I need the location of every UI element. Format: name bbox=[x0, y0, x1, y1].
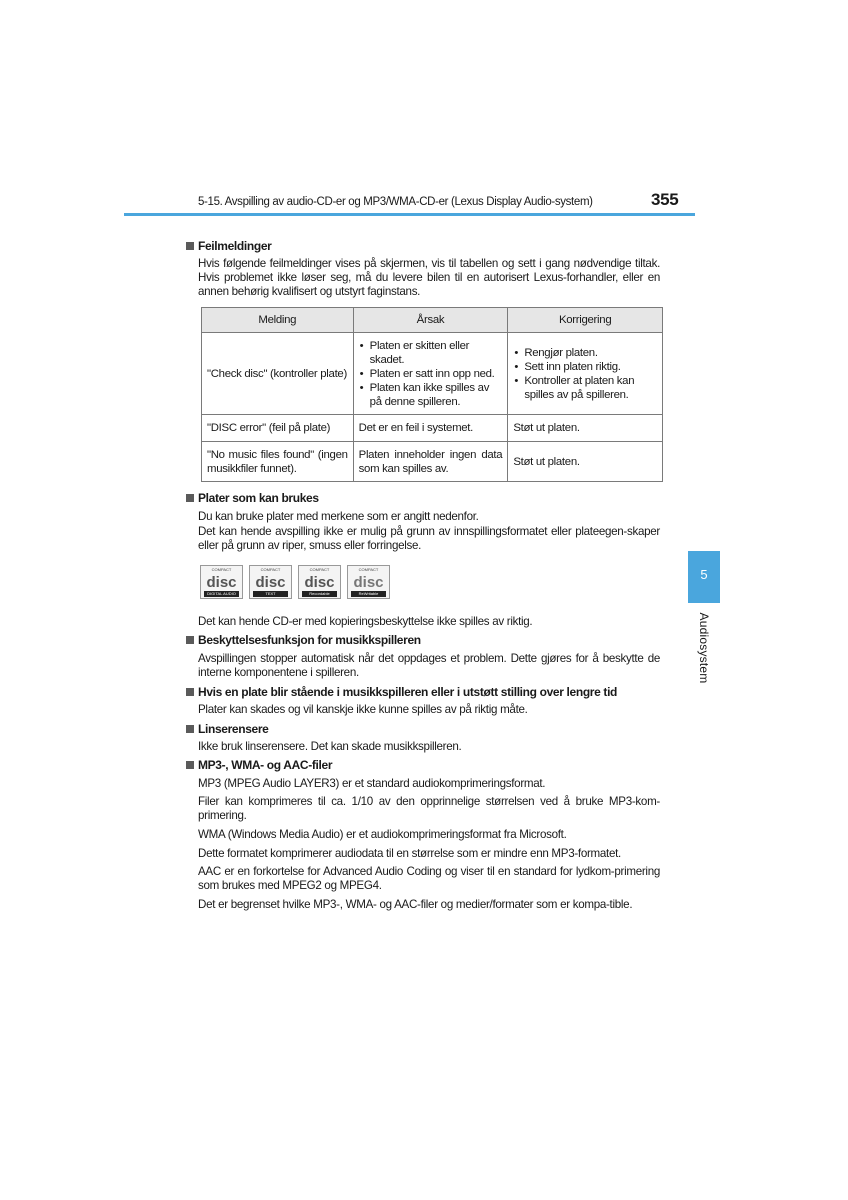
table-cell-fix: Støt ut platen. bbox=[508, 442, 663, 482]
svg-text:COMPACT: COMPACT bbox=[260, 567, 281, 572]
column-header: Årsak bbox=[353, 308, 508, 333]
table-cell-message: "DISC error" (feil på plate) bbox=[202, 415, 354, 442]
svg-text:disc: disc bbox=[353, 574, 384, 591]
column-header: Korrigering bbox=[508, 308, 663, 333]
list-item: • Platen er satt inn opp ned. bbox=[359, 367, 503, 381]
section-heading-lens-cleaner: Linserensere bbox=[186, 722, 269, 737]
logo-caption: ReWritable bbox=[351, 591, 386, 597]
square-bullet-icon bbox=[186, 761, 194, 769]
table-cell-cause bbox=[353, 333, 508, 415]
protection-text: Avspillingen stopper automatisk når det oppdages et problem. Dette gjøres for å beskytte de interne komponentene i spilleren. bbox=[198, 652, 660, 679]
section-heading-protection: Beskyttelsesfunksjon for musikkspilleren bbox=[186, 633, 421, 648]
compact-disc-text-logo bbox=[249, 565, 292, 599]
svg-text:COMPACT: COMPACT bbox=[211, 567, 232, 572]
table-cell-cause: Platen inneholder ingen data som kan spilles av. bbox=[353, 442, 508, 482]
list-item: • Sett inn platen riktig. bbox=[513, 360, 657, 374]
table-cell-message: "No music files found" (ingen musikkfiler funnet). bbox=[202, 442, 354, 482]
table-row bbox=[202, 415, 663, 442]
copy-protection-note: Det kan hende CD-er med kopieringsbeskyttelse ikke spilles av riktig. bbox=[198, 615, 533, 628]
section-title: 5-15. Avspilling av audio-CD-er og MP3/WMA-CD-er (Lexus Display Audio-system) bbox=[198, 196, 593, 208]
formats-paragraph: Det er begrenset hvilke MP3-, WMA- og AAC-filer og medier/formater som er kompa-tible. bbox=[198, 898, 633, 911]
formats-paragraph: MP3 (MPEG Audio LAYER3) er et standard audiokomprimeringsformat. bbox=[198, 777, 546, 790]
square-bullet-icon bbox=[186, 242, 194, 250]
svg-text:COMPACT: COMPACT bbox=[309, 567, 330, 572]
compact-disc-rewritable-logo bbox=[347, 565, 390, 599]
chapter-label: Audiosystem bbox=[697, 612, 711, 684]
svg-text:disc: disc bbox=[206, 574, 237, 591]
table-cell-fix bbox=[508, 333, 663, 415]
list-item: • Platen er skitten eller skadet. bbox=[359, 339, 503, 367]
formats-paragraph: WMA (Windows Media Audio) er et audiokomprimeringsformat fra Microsoft. bbox=[198, 828, 567, 841]
logo-caption: Recordable bbox=[302, 591, 337, 597]
logo-caption: TEXT bbox=[253, 591, 288, 597]
chapter-tab: 5 bbox=[688, 551, 720, 603]
bullet-list bbox=[359, 339, 503, 409]
disc-logo-row bbox=[200, 565, 390, 599]
svg-text:disc: disc bbox=[304, 574, 335, 591]
discs-line2: Det kan hende avspilling ikke er mulig på grunn av innspillingsformatet eller plateegen-skaper eller på grunn av riper, smuss eller forringelse. bbox=[198, 525, 660, 552]
table-header-row bbox=[202, 308, 663, 333]
page-number: 355 bbox=[651, 190, 679, 209]
compact-disc-recordable-logo bbox=[298, 565, 341, 599]
logo-caption: DIGITAL AUDIO bbox=[204, 591, 239, 597]
errors-intro: Hvis følgende feilmeldinger vises på skjermen, vis til tabellen og sett i gang nødvendige tiltak. Hvis problemet ikke løser seg, må du levere bilen til en autorisert Lexus-forhandler, eller en annen behørig kvalifisert og utstyrt faginstans. bbox=[198, 257, 660, 298]
column-header: Melding bbox=[202, 308, 354, 333]
error-message-table bbox=[201, 307, 663, 482]
svg-text:COMPACT: COMPACT bbox=[358, 567, 379, 572]
table-row bbox=[202, 333, 663, 415]
section-heading-discs: Plater som kan brukes bbox=[186, 491, 319, 506]
formats-paragraph: AAC er en forkortelse for Advanced Audio Coding og viser til en standard for lydkom-primering som brukes med MPEG2 og MPEG4. bbox=[198, 865, 660, 892]
list-item: • Rengjør platen. bbox=[513, 346, 657, 360]
section-heading-file-formats: MP3-, WMA- og AAC-filer bbox=[186, 758, 332, 773]
discs-line1: Du kan bruke plater med merkene som er angitt nedenfor. bbox=[198, 510, 479, 523]
header-divider bbox=[124, 213, 695, 216]
table-cell-cause: Det er en feil i systemet. bbox=[353, 415, 508, 442]
table-row bbox=[202, 442, 663, 482]
list-item: • Platen kan ikke spilles av på denne spilleren. bbox=[359, 381, 503, 409]
section-heading-errors: Feilmeldinger bbox=[186, 239, 271, 254]
lens-cleaner-text: Ikke bruk linserensere. Det kan skade musikkspilleren. bbox=[198, 740, 462, 753]
table-cell-message: "Check disc" (kontroller plate) bbox=[202, 333, 354, 415]
square-bullet-icon bbox=[186, 688, 194, 696]
square-bullet-icon bbox=[186, 494, 194, 502]
compact-disc-digital-audio-logo bbox=[200, 565, 243, 599]
stuck-disc-text: Plater kan skades og vil kanskje ikke kunne spilles av på riktig måte. bbox=[198, 703, 528, 716]
table-cell-fix: Støt ut platen. bbox=[508, 415, 663, 442]
bullet-list bbox=[513, 346, 657, 402]
section-heading-stuck-disc: Hvis en plate blir stående i musikkspilleren eller i utstøtt stilling over lengre tid bbox=[186, 685, 617, 700]
square-bullet-icon bbox=[186, 636, 194, 644]
square-bullet-icon bbox=[186, 725, 194, 733]
formats-paragraph: Dette formatet komprimerer audiodata til en størrelse som er mindre enn MP3-formatet. bbox=[198, 847, 621, 860]
svg-text:disc: disc bbox=[255, 574, 286, 591]
list-item: • Kontroller at platen kan spilles av på spilleren. bbox=[513, 374, 657, 402]
formats-paragraph: Filer kan komprimeres til ca. 1/10 av den opprinnelige størrelsen ved å bruke MP3-kom-primering. bbox=[198, 795, 660, 822]
